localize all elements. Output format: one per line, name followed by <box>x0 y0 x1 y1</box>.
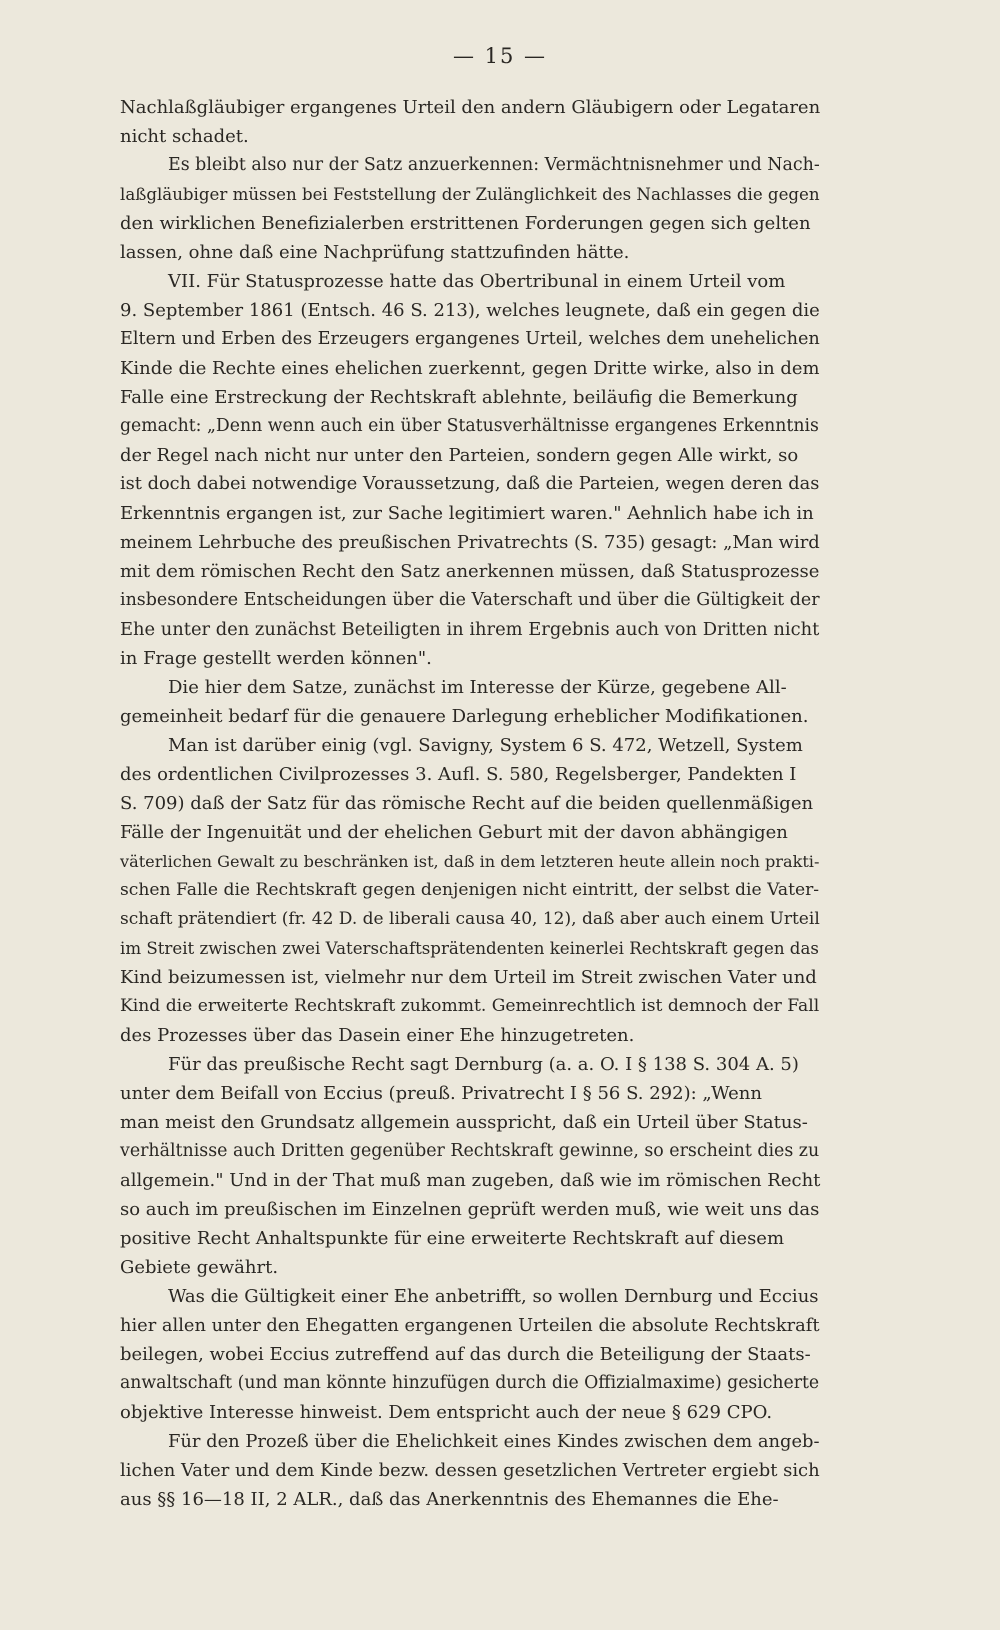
text-line: Kind die erweiterte Rechtskraft zukommt. Gemeinrechtlich ist demnoch der Fall <box>120 996 820 1016</box>
text-line: 9. September 1861 (Entsch. 46 S. 213), welches leugnete, daß ein gegen die <box>120 300 820 321</box>
text-line: unter dem Beifall von Eccius (preuß. Privatrecht I § 56 S. 292): „Wenn <box>120 1083 762 1104</box>
text-line: des ordentlichen Civilprozesses 3. Aufl. S. 580, Regelsberger, Pandekten I <box>120 764 797 785</box>
text-line: väterlichen Gewalt zu beschränken ist, daß in dem letzteren heute allein noch prakti- <box>120 852 820 871</box>
page-number: — 15 — <box>452 44 548 68</box>
text-line: der Regel nach nicht nur unter den Parteien, sondern gegen Alle wirkt, so <box>120 445 799 466</box>
text-line: objektive Interesse hinweist. Dem entspricht auch der neue § 629 CPO. <box>120 1402 773 1423</box>
text-line: des Prozesses über das Dasein einer Ehe hinzugetreten. <box>120 1025 635 1046</box>
text-line: so auch im preußischen im Einzelnen geprüft werden muß, wie weit uns das <box>120 1199 820 1220</box>
text-line: beilegen, wobei Eccius zutreffend auf das durch die Beteiligung der Staats- <box>120 1344 811 1365</box>
text-line: man meist den Grundsatz allgemein ausspricht, daß ein Urteil über Status- <box>120 1112 808 1133</box>
text-line: nicht schadet. <box>120 126 249 147</box>
text-line: gemeinheit bedarf für die genauere Darlegung erheblicher Modifikationen. <box>120 706 809 727</box>
text-line: Für den Prozeß über die Ehelichkeit eines Kindes zwischen dem angeb- <box>168 1431 820 1452</box>
text-line: den wirklichen Benefizialerben erstrittenen Forderungen gegen sich gelten <box>120 213 811 234</box>
text-line: lassen, ohne daß eine Nachprüfung stattzufinden hätte. <box>120 242 630 263</box>
text-line: Was die Gültigkeit einer Ehe anbetrifft, so wollen Dernburg und Eccius <box>168 1286 819 1307</box>
text-line: Erkenntnis ergangen ist, zur Sache legitimiert waren." Aehnlich habe ich in <box>120 503 814 524</box>
text-line: Nachlaßgläubiger ergangenes Urteil den andern Gläubigern oder Legataren <box>120 97 821 118</box>
text-line: insbesondere Entscheidungen über die Vaterschaft und über die Gültigkeit der <box>120 590 820 610</box>
text-line: hier allen unter den Ehegatten ergangenen Urteilen die absolute Rechtskraft <box>120 1315 820 1336</box>
text-line: positive Recht Anhaltspunkte für eine erweiterte Rechtskraft auf diesem <box>120 1228 785 1249</box>
text-line: Für das preußische Recht sagt Dernburg (a. a. O. I § 138 S. 304 A. 5) <box>168 1054 799 1075</box>
text-line: Man ist darüber einig (vgl. Savigny, System 6 S. 472, Wetzell, System <box>168 735 803 756</box>
text-line: mit dem römischen Recht den Satz anerkennen müssen, daß Statusprozesse <box>120 561 820 582</box>
text-line: Kinde die Rechte eines ehelichen zuerkennt, gegen Dritte wirke, also in dem <box>120 358 820 379</box>
text-line: meinem Lehrbuche des preußischen Privatrechts (S. 735) gesagt: „Man wird <box>120 532 820 553</box>
text-line: gemacht: „Denn wenn auch ein über Statusverhältnisse ergangenes Erkenntnis <box>120 416 819 436</box>
text-line: Kind beizumessen ist, vielmehr nur dem Urteil im Streit zwischen Vater und <box>120 967 817 988</box>
text-line: Fälle der Ingenuität und der ehelichen Geburt mit der davon abhängigen <box>120 822 788 843</box>
body-text <box>120 93 820 1514</box>
text-line: allgemein." Und in der That muß man zugeben, daß wie im römischen Recht <box>120 1170 821 1191</box>
text-line: Es bleibt also nur der Satz anzuerkennen: Vermächtnisnehmer und Nach- <box>168 155 820 175</box>
text-line: aus §§ 16—18 II, 2 ALR., daß das Anerkenntnis des Ehemannes die Ehe- <box>120 1489 779 1510</box>
text-line: Eltern und Erben des Erzeugers ergangenes Urteil, welches dem unehelichen <box>120 329 820 349</box>
text-line: laßgläubiger müssen bei Feststellung der Zulänglichkeit des Nachlasses die gegen <box>120 185 820 204</box>
text-line: Gebiete gewährt. <box>120 1257 279 1278</box>
text-line: S. 709) daß der Satz für das römische Recht auf die beiden quellenmäßigen <box>120 793 814 814</box>
text-line: schaft prätendiert (fr. 42 D. de liberali causa 40, 12), daß aber auch einem Urteil <box>120 909 820 929</box>
text-line: Die hier dem Satze, zunächst im Interesse der Kürze, gegebene All- <box>168 677 787 698</box>
text-line: ist doch dabei notwendige Voraussetzung, daß die Parteien, wegen deren das <box>120 474 820 494</box>
text-line: Falle eine Erstreckung der Rechtskraft ablehnte, beiläufig die Bemerkung <box>120 387 798 408</box>
text-line: schen Falle die Rechtskraft gegen denjenigen nicht eintritt, der selbst die Vater- <box>120 880 820 900</box>
text-line: lichen Vater und dem Kinde bezw. dessen gesetzlichen Vertreter ergiebt sich <box>120 1460 820 1481</box>
text-line: verhältnisse auch Dritten gegenüber Rechtskraft gewinne, so erscheint dies zu <box>120 1141 820 1161</box>
text-line: anwaltschaft (und man könnte hinzufügen durch die Offizialmaxime) gesicherte <box>120 1373 820 1393</box>
text-line: Ehe unter den zunächst Beteiligten in ihrem Ergebnis auch von Dritten nicht <box>120 619 820 640</box>
text-line: im Streit zwischen zwei Vaterschaftsprätendenten keinerlei Rechtskraft gegen das <box>120 939 819 958</box>
text-line: VII. Für Statusprozesse hatte das Obertribunal in einem Urteil vom <box>168 271 786 292</box>
text-line: in Frage gestellt werden können". <box>120 648 432 669</box>
